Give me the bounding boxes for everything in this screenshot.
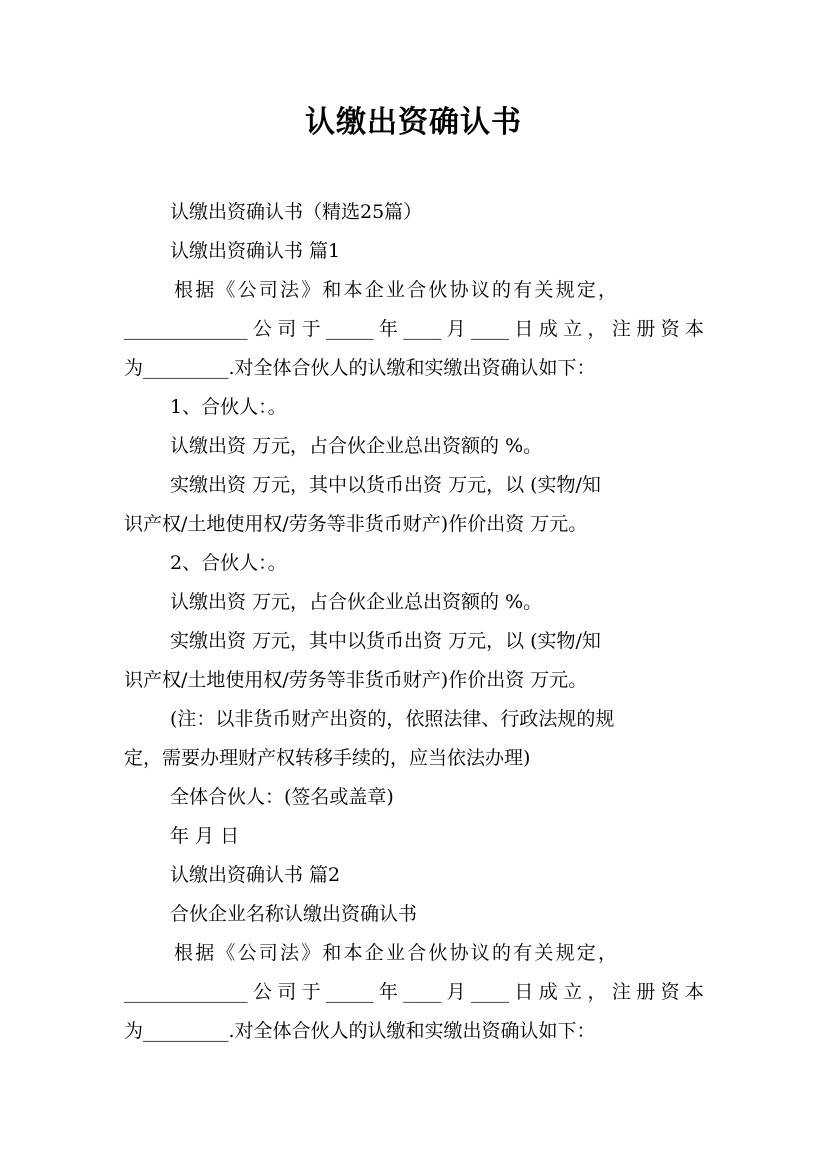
paragraph-line: 实缴出资 万元，其中以货币出资 万元，以 (实物/知 <box>170 474 601 496</box>
paragraph-line: 根据《公司法》和本企业合伙协议的有关规定， <box>174 942 620 964</box>
paragraph-line: 为_________.对全体合伙人的认缴和实缴出资确认如下： <box>124 1020 596 1042</box>
paragraph-line: 识产权/土地使用权/劳务等非货币财产)作价出资 万元。 <box>124 669 588 691</box>
paragraph-line: _____________公司于_____年____月____日成立，注册资本 <box>124 981 704 1003</box>
paragraph-line: 认缴出资 万元，占合伙企业总出资额的 %。 <box>170 435 543 457</box>
subtitle-line: 认缴出资确认书（精选25篇） <box>170 201 423 223</box>
paragraph-line: 根据《公司法》和本企业合伙协议的有关规定， <box>174 279 620 301</box>
paragraph-line: 实缴出资 万元，其中以货币出资 万元，以 (实物/知 <box>170 630 601 652</box>
date-line: 年 月 日 <box>170 825 240 847</box>
paragraph-line: 定，需要办理财产权转移手续的，应当依法办理) <box>124 747 531 769</box>
paragraph-line: 1、合伙人：。 <box>170 396 287 418</box>
paragraph-line: 识产权/土地使用权/劳务等非货币财产)作价出资 万元。 <box>124 513 588 535</box>
signature-line: 全体合伙人：(签名或盖章) <box>170 786 394 808</box>
paragraph-line: (注：以非货币财产出资的，依照法律、行政法规的规 <box>170 708 615 730</box>
paragraph-line: 2、合伙人：。 <box>170 552 287 574</box>
section-heading: 认缴出资确认书 篇2 <box>170 864 341 886</box>
paragraph-line: _____________公司于_____年____月____日成立，注册资本 <box>124 318 704 340</box>
section-heading: 认缴出资确认书 篇1 <box>170 240 341 262</box>
document-title: 认缴出资确认书 <box>305 105 522 140</box>
paragraph-line: 认缴出资 万元，占合伙企业总出资额的 %。 <box>170 591 543 613</box>
paragraph-line: 为_________.对全体合伙人的认缴和实缴出资确认如下： <box>124 357 596 379</box>
paragraph-line: 合伙企业名称认缴出资确认书 <box>170 903 418 925</box>
